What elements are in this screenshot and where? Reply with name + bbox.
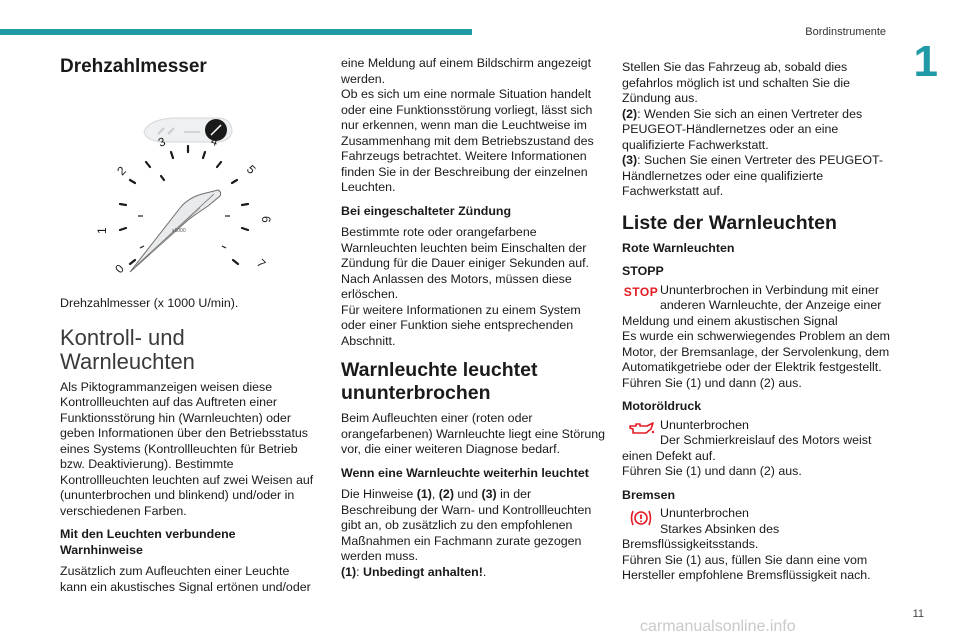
notes-paragraph: Die Hinweise (1), (2) und (3) in der Beschreibung der Warn- und Kontrollleuchten gibt an, ob zusätzlich zu den empfohlenen Maßnahmen ein Fachmann zurate gezogen werden muss. xyxy=(341,487,592,563)
warning-oil-line2: Der Schmierkreislauf des Motors weist xyxy=(660,433,872,447)
warning-brake-line4: Führen Sie (1) aus, füllen Sie dann eine vom Hersteller empfohlene Bremsflüssigkeit nach. xyxy=(622,552,871,582)
warning-stop xyxy=(622,283,890,314)
subheading-ignition-on: Bei eingeschalteter Zündung xyxy=(341,203,512,218)
stop-icon: STOP xyxy=(623,284,659,299)
warning-brake-line1: Ununterbrochen xyxy=(660,506,749,520)
section-title-steady-light xyxy=(341,359,607,405)
section-title-warning-list: Liste der Warnleuchten xyxy=(622,211,837,234)
tachometer-illustration xyxy=(60,84,318,284)
warning-brake xyxy=(622,506,890,537)
watermark: carmanualsonline.info xyxy=(640,618,796,635)
warning-oil-title: Motoröldruck xyxy=(622,399,702,413)
warning-brake-line3: Bremsflüssigkeitsstands. xyxy=(622,537,759,551)
subheading-persistent-light: Wenn eine Warnleuchte weiterhin leuchtet xyxy=(341,465,589,480)
gauge-label-4: 4 xyxy=(208,133,221,150)
steady-title-line-2: ununterbrochen xyxy=(341,382,491,404)
header-title: Bordinstrumente xyxy=(805,26,886,38)
gauge-label-2: 2 xyxy=(114,163,129,179)
column-1 xyxy=(60,56,318,595)
column-3 xyxy=(622,60,890,584)
steady-title-line-1: Warnleuchte leuchtet xyxy=(341,359,538,381)
tachometer-caption: Drehzahlmesser (x 1000 U/min). xyxy=(60,296,239,310)
warning-brake-title: Bremsen xyxy=(622,487,676,502)
subheading-red-lights: Rote Warnleuchten xyxy=(622,240,735,255)
steady-light-text: Beim Aufleuchten einer (roten oder orangefarbenen) Warnleuchte liegt eine Störung vor, die einer weiteren Diagnose bedarf. xyxy=(341,411,606,456)
gauge-label-3: 3 xyxy=(156,134,168,150)
section-title-line-2: Warnleuchten xyxy=(60,348,195,374)
tachometer-svg xyxy=(60,84,318,284)
note-item-1: (1): Unbedingt anhalten!. xyxy=(341,564,487,579)
gauge-label-6: 6 xyxy=(259,216,273,223)
oil-can-icon xyxy=(622,418,660,449)
warning-stop-line1: Ununterbrochen in Verbindung mit einer anderen Warnleuchte, der Anzeige einer xyxy=(660,282,882,312)
section-title-line-1: Kontroll- und xyxy=(60,324,185,350)
gauge-label-0: 0 xyxy=(112,261,127,277)
warning-oil-line1: Ununterbrochen xyxy=(660,417,749,432)
note-item-2: (2): Wenden Sie sich an einen Vertreter des PEUGEOT-Händlernetzes oder an eine qualifizierte Fachwerkstatt. xyxy=(622,106,863,152)
ignition-text: Bestimmte rote oder orangefarbene Warnleuchten leuchten beim Einschalten der Zündung für die Dauer einiger Sekunden auf. Nach Anlassen des Motors, müssen diese erlöschen. xyxy=(341,225,589,301)
col2-continuation: eine Meldung auf einem Bildschirm angezeigt werden. xyxy=(341,56,592,86)
col3-continuation: Stellen Sie das Fahrzeug ab, sobald dies gefahrlos möglich ist und schalten Sie die Zündung aus. xyxy=(622,60,850,105)
warning-brake-line2: Starkes Absinken des xyxy=(660,521,780,536)
warnings-text: Zusätzlich zum Aufleuchten einer Leuchte kann ein akustisches Signal ertönen und/oder xyxy=(60,564,311,594)
section-title-warning-lights xyxy=(60,326,318,374)
gauge-label-1: 1 xyxy=(95,227,109,234)
warning-stop-title: STOPP xyxy=(622,264,664,278)
warning-oil-line4: Führen Sie (1) und dann (2) aus. xyxy=(622,464,802,478)
page-number: 11 xyxy=(912,608,924,620)
warning-stop-line4: Führen Sie (1) und dann (2) aus. xyxy=(622,375,802,390)
gauge-label-7: 7 xyxy=(253,256,269,271)
warning-oil-line3: einen Defekt auf. xyxy=(622,448,716,463)
ignition-text-more: Für weitere Informationen zu einem System oder einer Funktion siehe entsprechenden Abschnitt. xyxy=(341,302,581,348)
section-title-tachometer: Drehzahlmesser xyxy=(60,56,207,77)
warning-lights-intro: Als Piktogrammanzeigen weisen diese Kontrollleuchten auf das Auftreten einer Funktionsstörung hin (Warnleuchten) oder geben Informationen über den Betriebsstatus eines Systems (Kontrollleuchten für Betrieb bzw. Deaktivierung). Bestimmte Kontrollleuchten leuchten auf zwei Weisen auf (ununterbrochen und blinkend) und/oder in verschiedenen Farben. xyxy=(60,379,314,518)
gauge-label-5: 5 xyxy=(243,162,259,177)
warning-oil xyxy=(622,418,890,449)
subheading-warnings: Mit den Leuchten verbundene Warnhinweise xyxy=(60,527,236,557)
warning-stop-line3: Es wurde ein schwerwiegendes Problem an dem Motor, der Bremsanlage, der Servolenkung, dem Automatikgetriebe oder der Elektrik festgestellt. xyxy=(622,329,890,374)
col2-paragraph: Ob es sich um eine normale Situation handelt oder eine Funktionsstörung vorliegt, lässt sich nur erkennen, wenn man die Leuchtweise im Zusammenhang mit dem Betriebszustand des Fahrzeugs betrachtet. Weitere Informationen finden Sie in der Beschreibung der einzelnen Leuchten. xyxy=(341,87,594,194)
gauge-unit-label: x1000 xyxy=(172,228,186,234)
brake-warning-icon xyxy=(622,506,660,537)
chapter-number: 1 xyxy=(913,37,938,86)
warning-stop-line2: Meldung und einem akustischen Signal xyxy=(622,313,838,328)
column-2 xyxy=(341,56,607,580)
header-accent-bar xyxy=(0,29,472,35)
note-item-3: (3): Suchen Sie einen Vertreter des PEUGEOT-Händlernetzes oder eine qualifizierte Fachwerkstatt auf. xyxy=(622,153,884,198)
